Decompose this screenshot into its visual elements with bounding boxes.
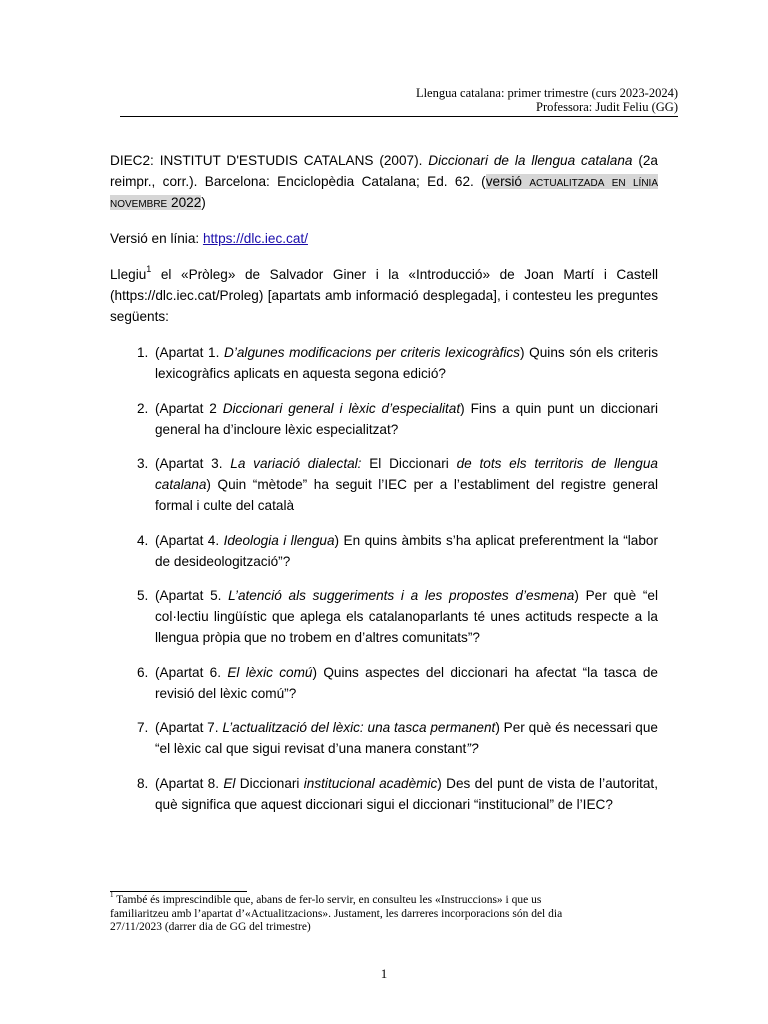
question-part: ”? [466, 741, 479, 756]
question-item [110, 585, 658, 648]
question-number: 7. [137, 720, 149, 735]
reference-author: DIEC2: INSTITUT D'ESTUDIS CATALANS (2007). [110, 153, 429, 168]
dlc-link[interactable]: https://dlc.iec.cat/ [202, 231, 308, 246]
question-item [110, 717, 658, 759]
question-number: 8. [137, 775, 149, 791]
question-item [110, 773, 658, 815]
section-title: El [223, 775, 236, 791]
page-number: 1 [380, 966, 388, 981]
question-part: ) Quins són els criteris lexicogràfics aplicats en aquesta segona edició? [155, 345, 658, 381]
question-part: El Diccionari [361, 456, 457, 471]
question-number: 3. [137, 456, 149, 471]
question-part: ) Fins a quin punt un diccionari general ha d’incloure lèxic especialitzat? [155, 400, 658, 437]
question-text [155, 662, 658, 704]
question-part: (Apartat 7. [155, 720, 223, 735]
question-number: 4. [137, 532, 149, 548]
intro-text: el «Pròleg» de Salvador Giner i la «Introducció» de Joan Martí i Castell (https://dlc.iec.cat/Proleg) [apartats amb informació desplegada], i contesteu les preguntes següents: [110, 267, 658, 324]
reference-close: ) [201, 195, 206, 210]
section-title: Ideologia i llengua [223, 532, 335, 548]
section-title: L’atenció als suggeriments i a les propostes d’esmena [228, 588, 575, 603]
question-part: ) Per què “el col·lectiu lingüístic que aplega els catalanoparlants té unes actituds respecte a la llengua pròpia que no trobem en d’altres comunitats”? [155, 588, 658, 645]
footnote-reference: 1 [146, 264, 152, 275]
highlight-updated-online: actualitzada en línia novembre [110, 174, 659, 210]
question-part: ) Quins aspectes del diccionari ha afectat “la tasca de revisió del lèxic comú”? [155, 664, 658, 701]
section-title: D’algunes modificacions per criteris lexicogràfics [224, 345, 520, 360]
question-part: (Apartat 1. [155, 345, 225, 360]
question-text [155, 398, 658, 440]
reference-edition: (2a reimpr., corr.). Barcelona: Enciclopèdia Catalana; Ed. 62. ( [110, 153, 658, 189]
question-part: ) Des del punt de vista de l’autoritat, què significa que aquest diccionari sigui el diccionari “institucional” de l’IEC? [155, 775, 658, 812]
question-part: ) En quins àmbits s’ha aplicat preferentment la “labor de desideologització”? [155, 532, 658, 569]
section-title: La variació dialectal: [230, 456, 362, 471]
reference-paragraph [110, 150, 658, 213]
question-part: Diccionari [235, 775, 304, 791]
intro-word: Llegiu [110, 267, 147, 282]
question-text [155, 342, 658, 384]
question-item [110, 398, 658, 440]
question-item [110, 453, 658, 516]
footnote-mark: 1 [110, 891, 114, 900]
question-number: 5. [137, 588, 149, 603]
footnote-text: També és imprescindible que, abans de fer-lo servir, en consulteu les «Instruccions» i que us familiaritzeu amb l’apartat d’«Actualitzacions». Justament, les darreres incorporacions són del dia 27/11/2023 (darrer dia de GG del trimestre) [110, 894, 563, 933]
section-title: Diccionari general i lèxic d’especialitat [222, 400, 461, 416]
question-text [155, 717, 658, 759]
highlight-year: 2022 [167, 195, 202, 210]
question-item [110, 342, 658, 384]
header-teacher: Professora: Judit Feliu (GG) [536, 100, 678, 114]
highlight-versio: versió [485, 174, 530, 189]
page-content [110, 150, 658, 828]
reference-title: Diccionari de la llengua catalana [428, 153, 633, 168]
page-header [120, 86, 678, 117]
question-text [155, 453, 658, 516]
footnote-separator [110, 891, 247, 892]
question-part: (Apartat 6. [155, 664, 228, 680]
question-part: ) Quin “mètode” ha seguit l’IEC per a l’establiment del registre general formal i culte del català [155, 477, 658, 513]
question-part: (Apartat 2 [155, 400, 223, 416]
question-item [110, 530, 658, 572]
question-text [155, 530, 658, 572]
question-item [110, 662, 658, 704]
online-label: Versió en línia: [110, 231, 203, 246]
question-text [155, 773, 658, 815]
questions-list [110, 342, 658, 815]
question-part: (Apartat 3. [155, 456, 231, 471]
question-part: (Apartat 8. [155, 775, 224, 791]
footnote [110, 891, 580, 935]
question-part: ) Per què és necessari que “el lèxic cal que sigui revisat d’una manera constant [155, 720, 658, 756]
question-text [155, 585, 658, 648]
question-number: 6. [137, 664, 149, 680]
section-title: El lèxic comú [227, 664, 313, 680]
section-title: institucional acadèmic [303, 775, 438, 791]
online-version [110, 228, 658, 249]
header-course: Llengua catalana: primer trimestre (curs 2023-2024) [415, 86, 678, 100]
section-title: de tots els territoris de llengua catalana [155, 456, 658, 492]
question-part: (Apartat 4. [155, 532, 224, 548]
section-title: L’actualització del lèxic: una tasca permanent [222, 720, 496, 735]
question-number: 2. [137, 400, 149, 416]
question-number: 1. [137, 345, 149, 360]
intro-paragraph [110, 264, 658, 327]
question-part: (Apartat 5. [155, 588, 229, 603]
